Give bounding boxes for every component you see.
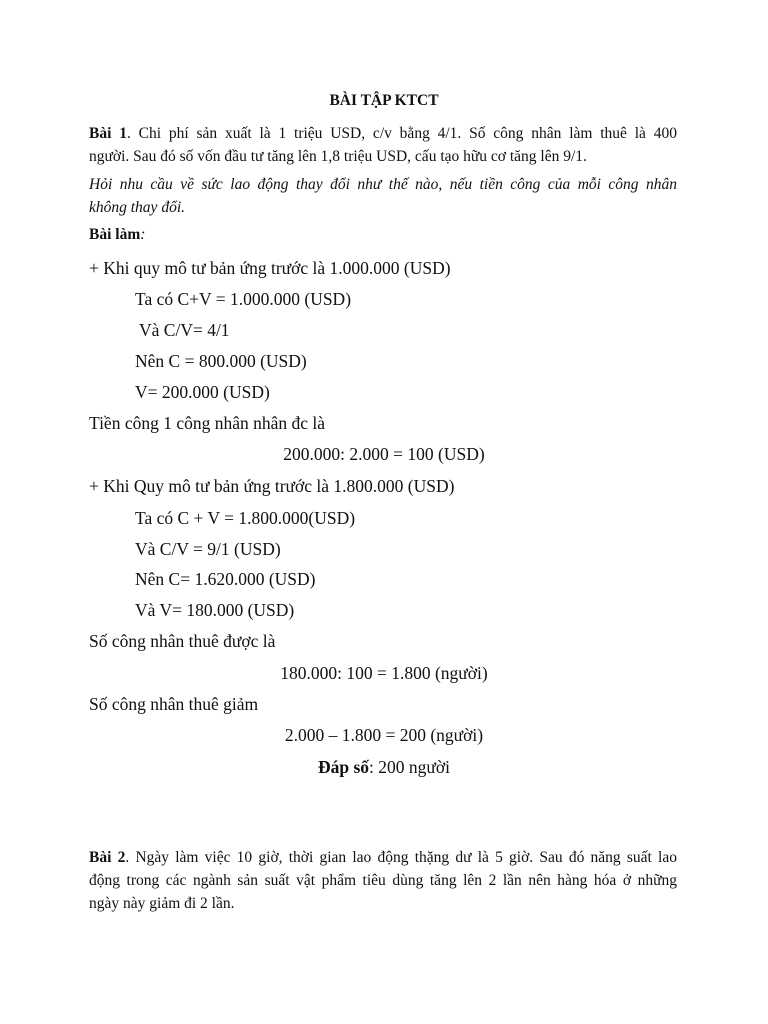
solution-line-11: Nên C= 1.620.000 (USD) [135, 569, 316, 589]
solution-line-12: Và V= 180.000 (USD) [135, 600, 295, 620]
solution-line-1: + Khi quy mô tư bản ứng trước là 1.000.000 (USD) [89, 258, 451, 278]
answer-line [0, 757, 768, 778]
bai1-paragraph-line-2: người. Sau đó số vốn đầu tư tăng lên 1,8 triệu USD, cấu tạo hữu cơ tăng lên 9/1. [89, 148, 587, 165]
solution-label: Bài làm [89, 226, 141, 243]
bai2-text-1: . Ngày làm việc 10 giờ, thời gian lao động thặng dư là 5 giờ. Sau đó năng suất lao [125, 849, 677, 866]
solution-line-15: Số công nhân thuê giảm [89, 694, 259, 714]
bai2-label: Bài 2 [89, 849, 126, 866]
solution-line-13: Số công nhân thuê được là [89, 631, 276, 651]
bai1-text-1: . Chi phí sản xuất là 1 triệu USD, c/v bằng 4/1. Số công nhân làm thuê là 400 [126, 125, 677, 142]
bai1-question-line-1: Hỏi nhu cầu về sức lao động thay đổi như thế nào, nếu tiền công của mỗi công nhân [89, 176, 677, 193]
bai2-paragraph-line-3: ngày này giảm đi 2 lần. [89, 895, 235, 912]
solution-line-3: Và C/V= 4/1 [139, 320, 230, 340]
solution-line-16: 2.000 – 1.800 = 200 (người) [284, 725, 484, 745]
bai1-question-line-2: không thay đổi. [89, 199, 185, 216]
bai2-paragraph-line-1 [89, 846, 677, 869]
solution-heading [89, 226, 145, 244]
solution-line-7: 200.000: 2.000 = 100 (USD) [283, 444, 485, 464]
bai1-paragraph-line-1 [89, 122, 677, 145]
solution-line-2: Ta có C+V = 1.000.000 (USD) [135, 289, 352, 309]
bai2-paragraph-line-2: động trong các ngành sản suất vật phẩm tiêu dùng tăng lên 2 lần nên hàng hóa ở những [89, 872, 677, 889]
solution-line-9: Ta có C + V = 1.800.000(USD) [135, 508, 356, 528]
answer-value: : 200 người [369, 757, 451, 777]
solution-line-5: V= 200.000 (USD) [135, 382, 270, 402]
bai1-label: Bài 1 [89, 125, 127, 142]
answer-label: Đáp số [317, 757, 370, 777]
document-title: BÀI TẬP KTCT [329, 92, 439, 109]
solution-colon: : [140, 226, 146, 243]
solution-line-14: 180.000: 100 = 1.800 (người) [280, 663, 488, 683]
solution-line-6: Tiền công 1 công nhân nhân đc là [89, 413, 326, 433]
solution-line-4: Nên C = 800.000 (USD) [135, 351, 307, 371]
solution-line-10: Và C/V = 9/1 (USD) [135, 539, 281, 559]
solution-line-8: + Khi Quy mô tư bản ứng trước là 1.800.000 (USD) [89, 476, 455, 496]
